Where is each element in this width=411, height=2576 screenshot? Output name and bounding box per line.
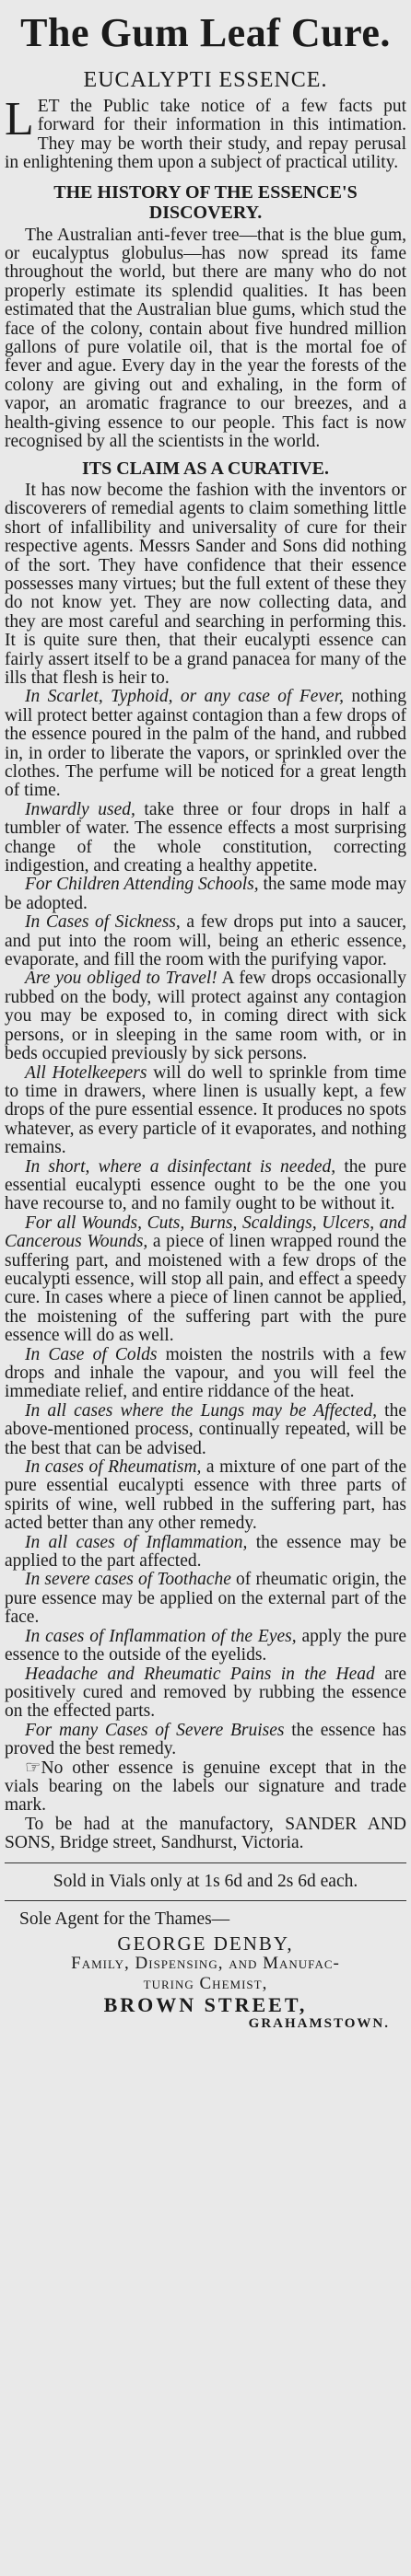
use-paragraph (5, 1214, 406, 1346)
use-lead: In Case of Colds (25, 1344, 158, 1364)
history-paragraph: The Australian anti-fever tree—that is the blue gum, or eucalyptus globulus—has now spread its fame throughout the world, but there are many who do not properly estimate its splendid qualities. It has been estimated that the Australian blue gums, which stud the face of the colony, contain about five hundred million gallons of pure volatile oil, that is the mortal foe of fever and ague. Every day in the year the forests of the colony are giving out and exhaling, in the form of vapor, an aromatic fragrance to our breezes, and a health-giving essence to our people. This fact is now recognised by all the scientists in the world. (5, 225, 406, 452)
use-text: the above-mentioned process, continually repeated, will be the best that can be advised. (5, 1400, 406, 1458)
warning-paragraph (5, 1759, 406, 1816)
claim-paragraph: It has now become the fashion with the inventors or discoverers of remedial agents to claim something little short of infallibility and universality of cure for their respective agents. Messrs Sander and Sons did nothing of the sort. They have confidence that their essence possesses many virtues; but the full extent of these they do not know yet. They are now collecting data, and they are most careful and searching in performing this. It is quite sure then, that their eucalypti essence can fairly assert itself to be a grand panacea for many of the ills that flesh is heir to. (5, 480, 406, 688)
use-lead: In all cases of Inflammation, (25, 1532, 248, 1552)
use-lead: For many Cases of Severe Bruises (25, 1720, 285, 1740)
agent-street: BROWN STREET, (103, 1992, 308, 2016)
use-paragraph (5, 1722, 406, 1759)
use-text: the pure essential eucalypti essence ought to be the one you have recourse to, and no family ought to be without it. (5, 1156, 406, 1214)
divider (5, 1862, 406, 1863)
use-text: a piece of linen wrapped round the suffering part, and moistened with a few drops of the eucalypti essence, will stop all pain, and effect a speedy cure. In cases where a piece of linen cannot be applied, the moistening of the suffering part with the pure essence will do as well. (5, 1232, 406, 1346)
use-lead: In cases of Rheumatism, (25, 1457, 202, 1478)
intro-paragraph (5, 93, 406, 173)
use-paragraph (5, 1346, 406, 1402)
use-lead: In cases of Inflammation of the Eyes, (25, 1626, 297, 1646)
uses-list (5, 688, 406, 1758)
use-paragraph (5, 1458, 406, 1534)
agent-name: GEORGE DENBY, (117, 1932, 294, 1955)
divider (5, 1900, 406, 1901)
use-paragraph (5, 1402, 406, 1458)
use-paragraph (5, 688, 406, 800)
manufactory-paragraph: To be had at the manufactory, SANDER AND SONS, Bridge street, Sandhurst, Victoria. (5, 1814, 406, 1853)
drop-cap: L (5, 93, 34, 145)
use-text: the same mode may be adopted. (5, 875, 406, 913)
use-paragraph (5, 1665, 406, 1722)
use-text: the essence has proved the best remedy. (5, 1720, 406, 1759)
use-lead: In Cases of Sickness, (25, 912, 181, 933)
use-text: a few drops put into a saucer, and put into the room will, being an etheric essence, evaporate, and fill the room with the purifying vapor. (5, 912, 406, 970)
use-text: take three or four drops in half a tumbler of water. The essence effects a most surprising change of the whole constitution, correcting indigestion, and creating a healthy appetite. (5, 799, 406, 876)
agent-trade-1: Family, Dispensing, and Manufac- (71, 1953, 340, 1973)
use-text: apply the pure essence to the outside of the eyelids. (5, 1626, 407, 1665)
warning-text: No other essence is genuine except that in the vials bearing on the labels our signature and trade mark. (5, 1758, 406, 1816)
use-lead: In all cases where the Lungs may be Affected, (25, 1400, 378, 1421)
use-lead: In short, where a disinfectant is needed, (25, 1156, 336, 1177)
agent-trade-2: turing Chemist, (143, 1973, 268, 1993)
use-lead: In severe cases of Toothache (25, 1570, 231, 1590)
use-paragraph (5, 969, 406, 1063)
use-paragraph (5, 1534, 406, 1572)
use-text: nothing will protect better against contagion than a few drops of the essence poured in the palm of the hand, and rubbed in, in order to liberate the vapors, or sprinkled over the clothes. The perfume will be noticed for a great length of time. (5, 687, 407, 801)
use-text: of rheumatic origin, the pure essence may be applied on the external part of the face. (5, 1570, 406, 1628)
use-text: are positively cured and removed by rubbing the essence on the effected parts. (5, 1664, 406, 1722)
price-line: Sold in Vials only at 1s 6d and 2s 6d each. (53, 1871, 358, 1891)
use-lead: For Children Attending Schools, (25, 875, 259, 895)
use-paragraph (5, 1064, 406, 1158)
use-text: a mixture of one part of the pure essential eucalypti essence with three parts of spirits of wine, well rubbed in the suffering part, has acted better than any other remedy. (5, 1457, 406, 1534)
pointing-hand-icon: ☞ (25, 1758, 41, 1778)
use-paragraph (5, 913, 406, 969)
intro-text: ET the Public take notice of a few facts put forward for their information in this intimation. They may be worth their study, and repay perusal in enlightening them upon a subject of practical utility. (5, 97, 406, 173)
use-text: will do well to sprinkle from time to time in drawers, where linen is usually kept, a few drops of the pure essential essence. It produces no spots whatever, as every particle of it evaporates, and nothing remains. (5, 1062, 406, 1158)
use-lead: In Scarlet, Typhoid, or any case of Fever, (25, 687, 345, 707)
use-lead: Are you obliged to Travel! (25, 969, 217, 989)
agent-town: GRAHAMSTOWN. (248, 2016, 390, 2032)
agent-line: Sole Agent for the Thames— (19, 1909, 230, 1929)
use-lead: Headache and Rheumatic Pains in the Head (25, 1664, 375, 1684)
history-heading: THE HISTORY OF THE ESSENCE'S DISCOVERY. (53, 181, 358, 223)
use-lead: For all Wounds, Cuts, Burns, Scaldings, Ulcers, and Cancerous Wounds, (5, 1213, 406, 1252)
use-text: moisten the nostrils with a few drops and inhale the vapour, and you will feel the immediate relief, and entire riddance of the heat. (5, 1344, 406, 1402)
use-text: the essence may be applied to the part affected. (5, 1532, 406, 1572)
use-paragraph (5, 801, 406, 876)
use-paragraph (5, 876, 406, 913)
use-lead: Inwardly used, (25, 799, 135, 819)
claim-heading: ITS CLAIM AS A CURATIVE. (81, 458, 330, 479)
use-lead: All Hotelkeepers (25, 1062, 147, 1083)
ad-body (5, 93, 407, 2034)
use-paragraph (5, 1158, 406, 1214)
use-paragraph (5, 1628, 406, 1665)
use-paragraph (5, 1571, 406, 1627)
use-text: A few drops occasionally rubbed on the body, will protect against any contagion you may be exposed to, in coming direct with sick persons, or in sleeping in the same room with, or in beds occupied previously by sick persons. (5, 969, 406, 1064)
ad-title: The Gum Leaf Cure. (20, 10, 391, 55)
ad-subtitle: EUCALYPTI ESSENCE. (83, 68, 328, 92)
